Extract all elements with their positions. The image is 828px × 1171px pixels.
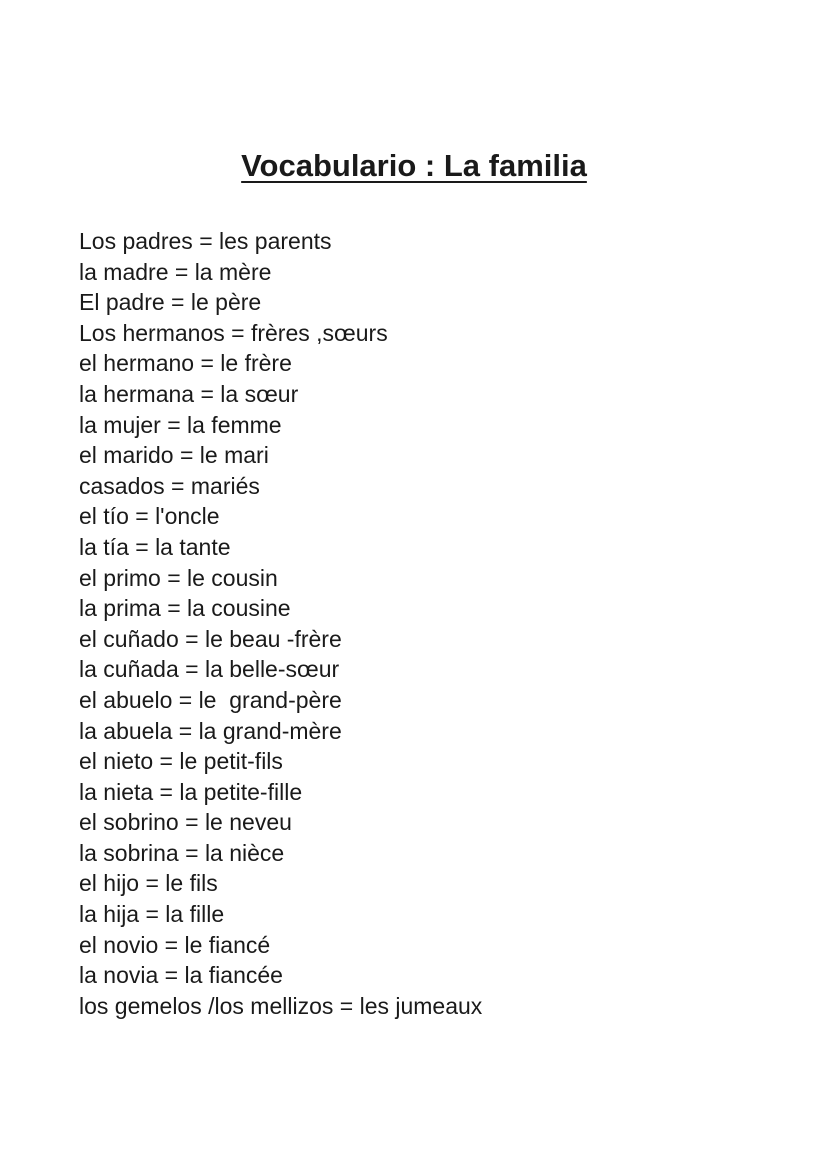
vocab-entry: Los padres = les parents xyxy=(79,228,332,254)
vocab-entry: la sobrina = la nièce xyxy=(79,839,285,866)
page-title: Vocabulario : La familia xyxy=(241,148,587,183)
vocab-entry: casados = mariés xyxy=(79,472,260,499)
vocab-entry: la tía = la tante xyxy=(79,533,231,560)
vocab-entry: la nieta = la petite-fille xyxy=(79,778,303,805)
vocab-entry: el sobrino = le neveu xyxy=(79,809,292,836)
vocab-entry: el primo = le cousin xyxy=(79,564,278,591)
vocab-entry: el nieto = le petit-fils xyxy=(79,748,283,775)
vocab-entry: el abuelo = le grand-père xyxy=(79,686,342,713)
vocab-entry: el hermano = le frère xyxy=(79,350,292,377)
vocab-entry: la novia = la fiancée xyxy=(79,962,283,989)
vocab-entry: Los hermanos = frères ,sœurs xyxy=(79,319,388,346)
vocab-entry: la mujer = la femme xyxy=(79,411,282,438)
vocab-entry: El padre = le père xyxy=(79,289,262,316)
vocab-entry: la madre = la mère xyxy=(79,258,272,285)
vocab-entry: la hermana = la sœur xyxy=(79,380,299,407)
vocab-entry: la hija = la fille xyxy=(79,901,225,928)
vocab-entry: el novio = le fiancé xyxy=(79,931,271,958)
vocab-entry: el cuñado = le beau -frère xyxy=(79,625,342,652)
vocab-entry: la cuñada = la belle-sœur xyxy=(79,656,340,683)
vocab-entry: los gemelos /los mellizos = les jumeaux xyxy=(79,992,483,1019)
vocabulary-list xyxy=(79,226,482,1021)
vocab-entry: el marido = le mari xyxy=(79,442,269,469)
vocab-entry: la prima = la cousine xyxy=(79,595,291,622)
vocab-entry: la abuela = la grand-mère xyxy=(79,717,342,744)
vocab-entry: el hijo = le fils xyxy=(79,870,218,897)
vocab-entry: el tío = l'oncle xyxy=(79,503,220,530)
